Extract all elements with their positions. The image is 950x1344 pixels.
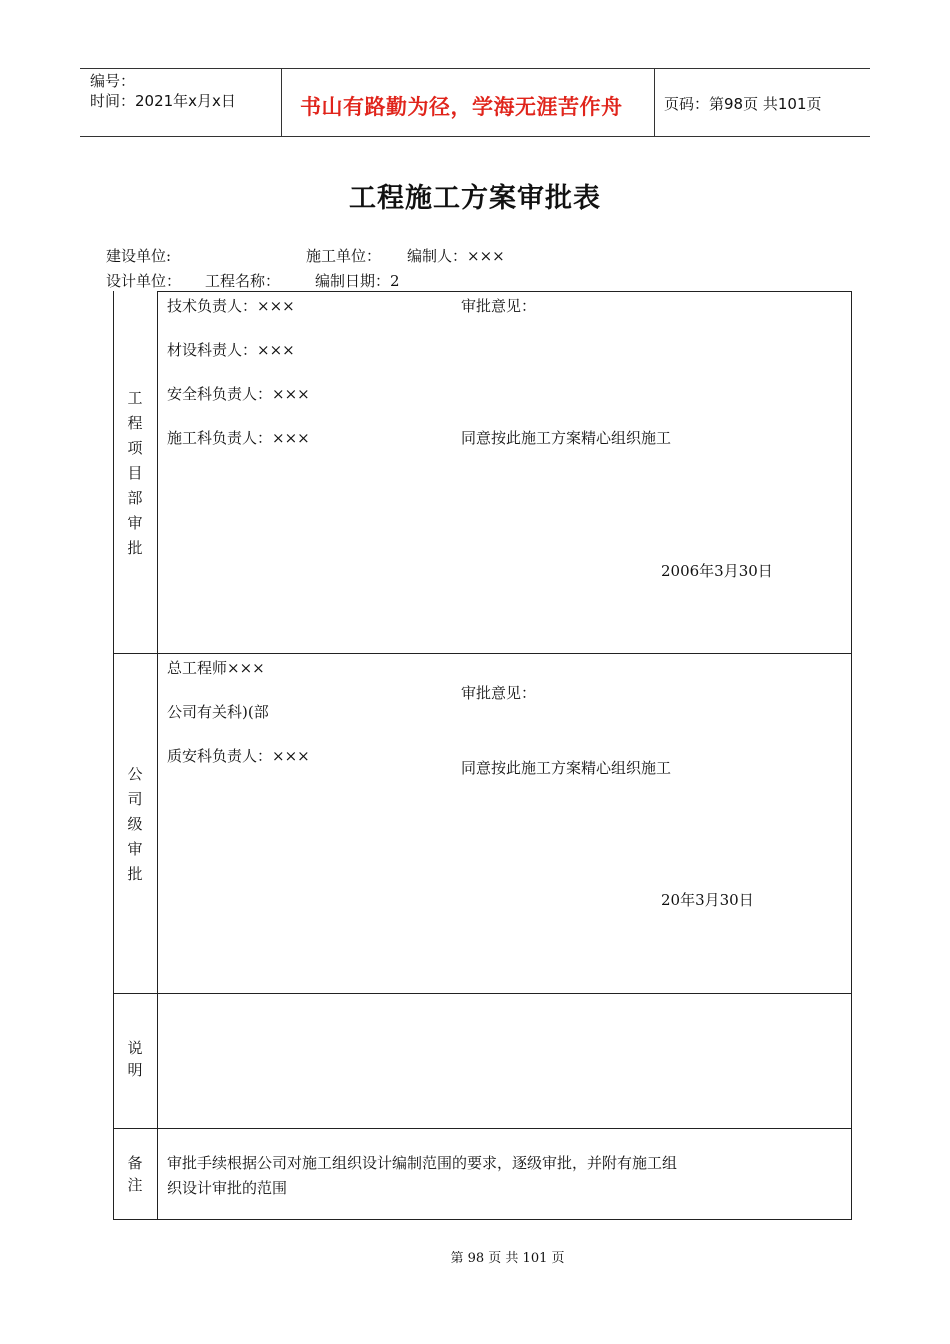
table-left-border bbox=[113, 291, 114, 1219]
table-row-rule bbox=[113, 653, 852, 654]
header-divider bbox=[281, 68, 282, 136]
tech-lead-signer: 技术负责人：××× bbox=[167, 297, 295, 315]
compile-date-label: 编制日期：2 bbox=[315, 272, 400, 290]
design-unit-label: 设计单位： bbox=[106, 272, 182, 290]
chief-engineer-signer: 总工程师××× bbox=[167, 659, 265, 677]
header-top-rule bbox=[80, 68, 870, 69]
explanation-side-label: 说 明 bbox=[127, 1039, 143, 1079]
construction-unit-label: 建设单位: bbox=[106, 247, 172, 265]
materials-lead-signer: 材设科责人：××× bbox=[167, 341, 295, 359]
safety-lead-signer: 安全科负责人：××× bbox=[167, 385, 310, 403]
remarks-side-label: 备 注 bbox=[127, 1154, 143, 1194]
serial-label: 编号： bbox=[90, 72, 136, 90]
company-dept-signer: 公司有关科)(部 bbox=[167, 703, 269, 721]
page-info: 页码：第98页 共101页 bbox=[664, 95, 822, 113]
table-label-column-border bbox=[157, 291, 158, 1219]
page-title: 工程施工方案审批表 bbox=[349, 183, 601, 214]
company-side-label: 公 司 级 审 批 bbox=[127, 765, 143, 883]
time-label: 时间：2021年x月x日 bbox=[90, 92, 236, 110]
table-row-rule bbox=[113, 993, 852, 994]
project-opinion-label: 审批意见： bbox=[461, 297, 537, 315]
company-opinion-label: 审批意见： bbox=[461, 684, 537, 702]
builder-unit-label: 施工单位： bbox=[306, 247, 382, 265]
project-approval-date: 2006年3月30日 bbox=[661, 562, 773, 580]
project-name-label: 工程名称： bbox=[205, 272, 281, 290]
project-opinion: 同意按此施工方案精心组织施工 bbox=[461, 429, 672, 447]
table-top-rule bbox=[158, 291, 852, 292]
page-footer: 第 98 页 共 101 页 bbox=[450, 1251, 565, 1266]
header-divider bbox=[654, 68, 655, 136]
table-right-border bbox=[851, 291, 852, 1219]
table-bottom-rule bbox=[113, 1219, 852, 1220]
remarks-text-line2: 织设计审批的范围 bbox=[167, 1179, 288, 1197]
remarks-text-line1: 审批手续根据公司对施工组织设计编制范围的要求，逐级审批，并附有施工组 bbox=[167, 1154, 678, 1172]
project-dept-side-label: 工 程 项 目 部 审 批 bbox=[127, 389, 143, 557]
header-bottom-rule bbox=[80, 136, 870, 137]
quality-safety-signer: 质安科负责人：××× bbox=[167, 747, 310, 765]
table-row-rule bbox=[113, 1128, 852, 1129]
compiler-label: 编制人：××× bbox=[407, 247, 505, 265]
header-motto: 书山有路勤为径，学海无涯苦作舟 bbox=[300, 95, 623, 119]
construction-lead-signer: 施工科负责人：××× bbox=[167, 429, 310, 447]
company-approval-date: 20年3月30日 bbox=[661, 891, 754, 909]
company-opinion: 同意按此施工方案精心组织施工 bbox=[461, 759, 672, 777]
